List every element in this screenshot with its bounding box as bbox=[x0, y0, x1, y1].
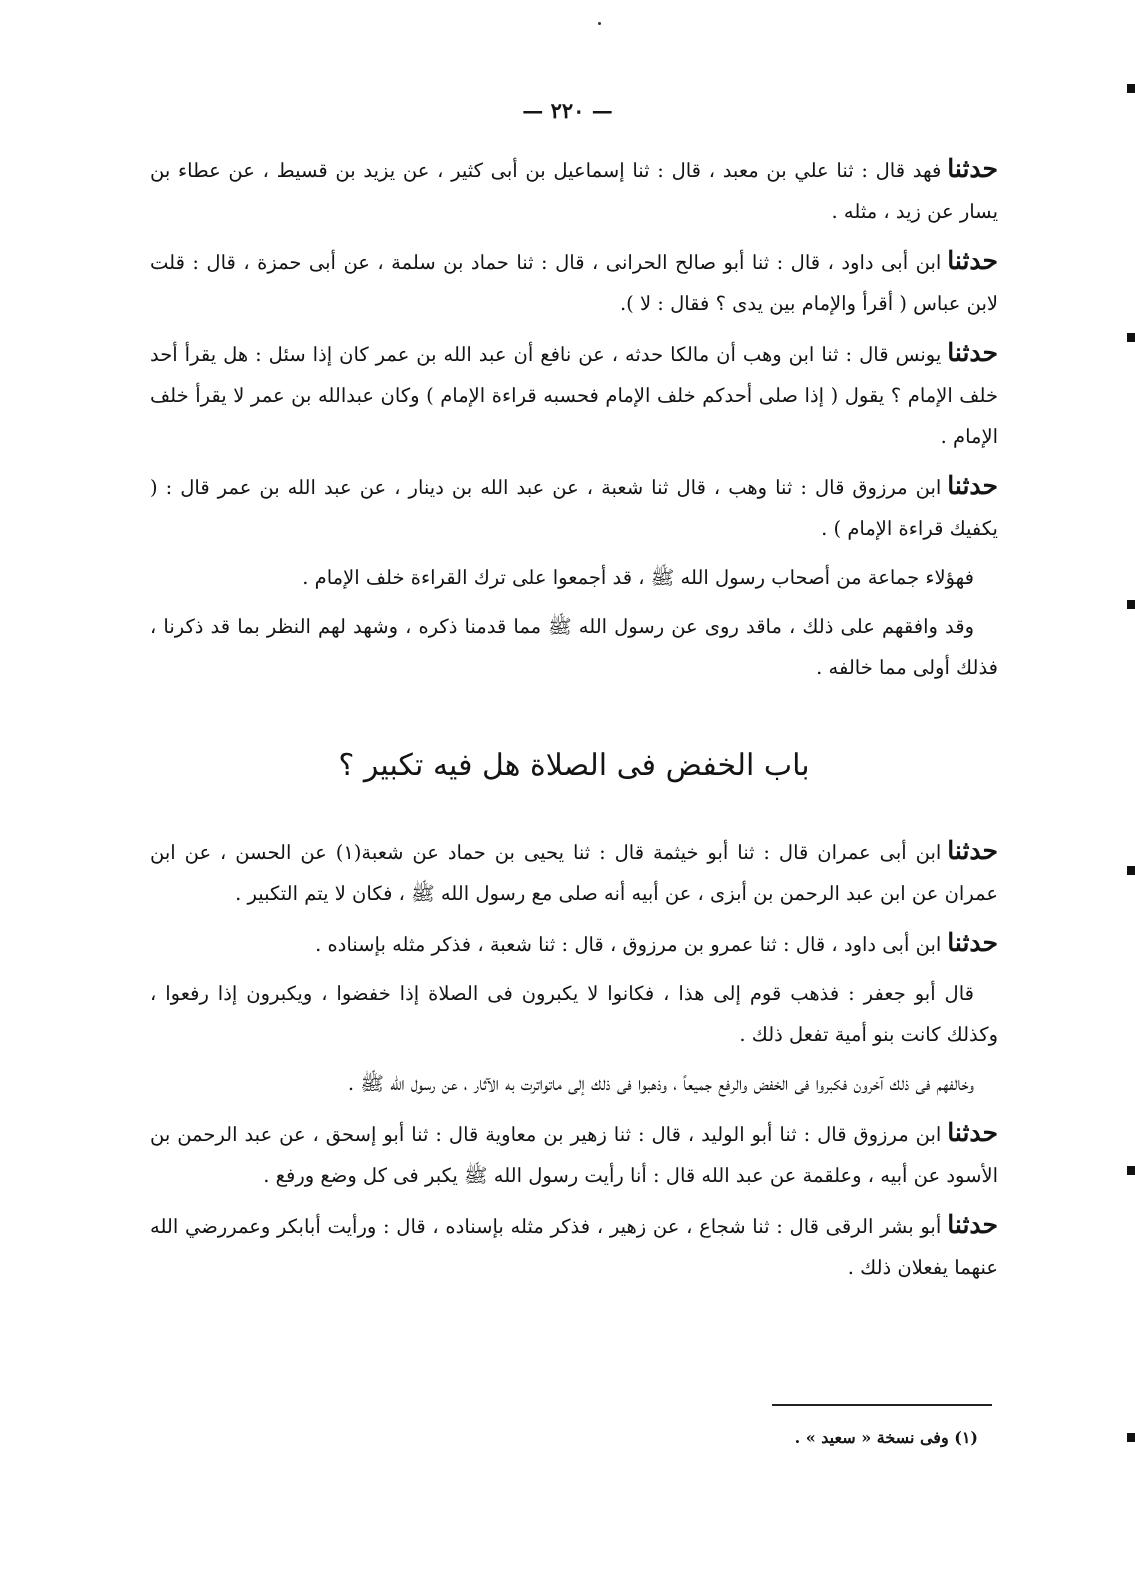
paragraph-text: ابن مرزوق قال : ثنا وهب ، قال ثنا شعبة ، عن عبد الله بن دينار ، عن عبد الله بن عمر قال : ( يكفيك قراءة الإمام ) . bbox=[150, 476, 998, 540]
lead-word: حدثنا bbox=[947, 154, 998, 183]
paragraph bbox=[150, 1063, 998, 1104]
paragraph bbox=[150, 148, 998, 232]
paragraph bbox=[150, 973, 998, 1055]
paragraph-text: وقد وافقهم على ذلك ، ماقد روى عن رسول الله ﷺ مما قدمنا ذكره ، وشهد لهم النظر بما قد ذكرنا ، فذلك أولى مما خالفه . bbox=[150, 615, 998, 679]
main-text bbox=[150, 148, 998, 1296]
footnote-rule bbox=[772, 1404, 992, 1406]
scan-edge-mark bbox=[1127, 333, 1135, 342]
paragraph bbox=[150, 465, 998, 549]
paragraph bbox=[150, 1112, 998, 1196]
top-block bbox=[150, 148, 998, 688]
paragraph-text: فهد قال : ثنا علي بن معبد ، قال : ثنا إسماعيل بن أبى كثير ، عن يزيد بن قسيط ، عن عطاء بن يسار عن زيد ، مثله . bbox=[150, 159, 998, 223]
bottom-block bbox=[150, 830, 998, 1288]
paragraph-text: قال أبو جعفر : فذهب قوم إلى هذا ، فكانوا لا يكبرون فى الصلاة إذا خفضوا ، ويكبرون إذا رفعوا ، وكذلك كانت بنو أمية تفعل ذلك . bbox=[150, 982, 998, 1046]
page-number: — ٢٢٠ — bbox=[522, 98, 613, 123]
scan-edge-mark bbox=[1127, 84, 1135, 93]
paragraph-text: فهؤلاء جماعة من أصحاب رسول الله ﷺ ، قد أجمعوا على ترك القراءة خلف الإمام . bbox=[302, 566, 974, 589]
footnote: (١) وفى نسخة « سعيد » . bbox=[794, 1428, 978, 1447]
lead-word: حدثنا bbox=[947, 836, 998, 865]
paragraph bbox=[150, 922, 998, 965]
lead-word: حدثنا bbox=[947, 338, 998, 367]
paragraph-text: ابن أبى عمران قال : ثنا أبو خيثمة قال : ثنا يحيى بن حماد عن شعبة(١) عن الحسن ، عن ابن عمران عن ابن عبد الرحمن بن أبزى ، عن أبيه أنه صلى مع رسول الله ﷺ ، فكان لا يتم التكبير . bbox=[150, 841, 998, 905]
lead-word: حدثنا bbox=[947, 246, 998, 275]
lead-word: حدثنا bbox=[947, 928, 998, 957]
lead-word: حدثنا bbox=[947, 471, 998, 500]
scan-edge-mark bbox=[1127, 866, 1135, 875]
paragraph-text: يونس قال : ثنا ابن وهب أن مالكا حدثه ، عن نافع أن عبد الله بن عمر كان إذا سئل : هل يقرأ أحد خلف الإمام ؟ يقول ( إذا صلى أحدكم خلف الإمام فحسبه قراءة الإمام ) وكان عبدالله بن عمر لا يقرأ خلف الإمام . bbox=[150, 343, 998, 448]
chapter-heading: باب الخفض فى الصلاة هل فيه تكبير ؟ bbox=[338, 748, 810, 783]
paragraph bbox=[150, 830, 998, 914]
paragraph bbox=[150, 557, 998, 598]
scan-speck bbox=[598, 22, 601, 25]
paragraph bbox=[150, 606, 998, 688]
scan-edge-mark bbox=[1127, 1433, 1135, 1442]
lead-word: حدثنا bbox=[947, 1210, 998, 1239]
scan-edge-mark bbox=[1127, 1166, 1135, 1175]
lead-word: حدثنا bbox=[947, 1118, 998, 1147]
scan-edge-mark bbox=[1127, 600, 1135, 609]
paragraph-text: وخالفهم فى ذلك آخرون فكبروا فى الخفض والرفع جميعاً ، وذهبوا فى ذلك إلى ماتواترت به الآثار ، عن رسول الله ﷺ . bbox=[347, 1072, 974, 1095]
paragraph-text: ابن أبى داود ، قال : ثنا عمرو بن مرزوق ، قال : ثنا شعبة ، فذكر مثله بإسناده . bbox=[315, 933, 942, 956]
paragraph bbox=[150, 240, 998, 324]
paragraph-text: ابن أبى داود ، قال : ثنا أبو صالح الحرانى ، قال : ثنا حماد بن سلمة ، عن أبى حمزة ، قال : قلت لابن عباس ( أقرأ والإمام بين يدى ؟ فقال : لا ). bbox=[150, 251, 998, 315]
paragraph-text: ابن مرزوق قال : ثنا أبو الوليد ، قال : ثنا زهير بن معاوية قال : ثنا أبو إسحق ، عن عبد الرحمن بن الأسود عن أبيه ، وعلقمة عن عبد الله قال : أنا رأيت رسول الله ﷺ يكبر فى كل وضع ورفع . bbox=[150, 1123, 998, 1187]
paragraph bbox=[150, 1204, 998, 1288]
paragraph-text: أبو بشر الرقى قال : ثنا شجاع ، عن زهير ، فذكر مثله بإسناده ، قال : ورأيت أبابكر وعمررضي الله عنهما يفعلان ذلك . bbox=[150, 1215, 998, 1279]
paragraph bbox=[150, 332, 998, 457]
